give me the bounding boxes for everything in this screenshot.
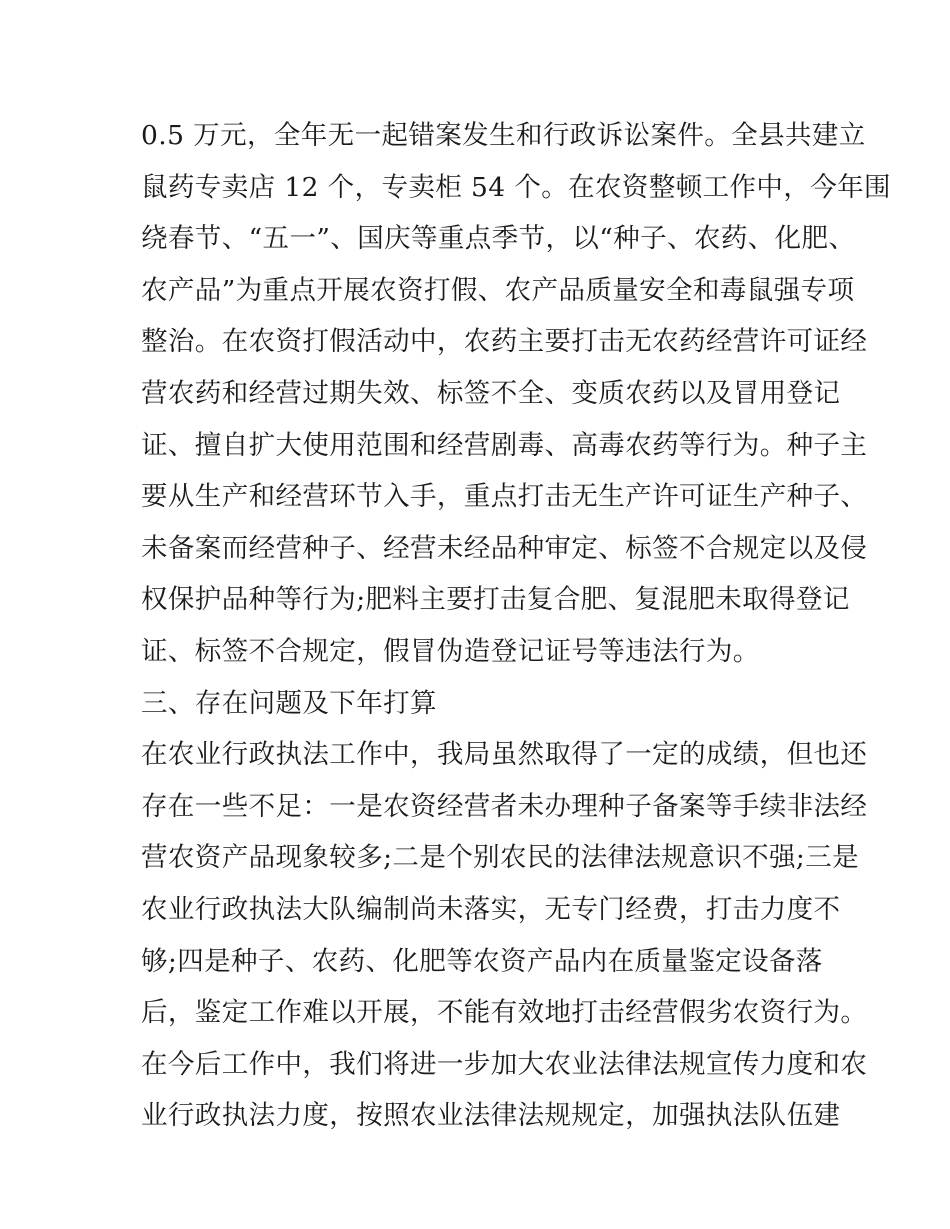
text-line: 0.5 万元，全年无一起错案发生和行政诉讼案件。全县共建立 (141, 120, 866, 151)
text-line: 营农药和经营过期失效、标签不全、变质农药以及冒用登记 (141, 377, 841, 409)
text-line: 后，鉴定工作难以开展，不能有效地打击经营假劣农资行为。 (141, 997, 868, 1029)
text-line: 整治。在农资打假活动中，农药主要打击无农药经营许可证经 (141, 326, 868, 358)
text-line: 证、标签不合规定，假冒伪造登记证号等违法行为。 (141, 635, 760, 667)
text-line: 未备案而经营种子、经营未经品种审定、标签不合规定以及侵 (141, 532, 868, 564)
text-line: 要从生产和经营环节入手，重点打击无生产许可证生产种子、 (141, 481, 868, 513)
text-line: 存在一些不足：一是农资经营者未办理种子备案等手续非法经 (141, 790, 868, 822)
text-line: 农业行政执法大队编制尚未落实，无专门经费，打击力度不 (141, 893, 841, 925)
text-line: 够;四是种子、农药、化肥等农资产品内在质量鉴定设备落 (141, 945, 823, 977)
text-line: 证、擅自扩大使用范围和经营剧毒、高毒农药等行为。种子主 (141, 429, 868, 461)
text-line: 农产品”为重点开展农资打假、农产品质量安全和毒鼠强专项 (141, 274, 855, 306)
text-line: 在今后工作中，我们将进一步加大农业法律法规宣传力度和农 (141, 1048, 868, 1080)
text-line: 鼠药专卖店 12 个，专卖柜 54 个。在农资整顿工作中，今年围 (141, 171, 891, 203)
section-heading: 三、存在问题及下年打算 (141, 687, 437, 719)
text-line: 业行政执法力度，按照农业法律法规规定，加强执法队伍建 (141, 1100, 841, 1132)
text-line: 营农资产品现象较多;二是个别农民的法律法规意识不强;三是 (141, 842, 860, 874)
text-line: 在农业行政执法工作中，我局虽然取得了一定的成绩，但也还 (141, 739, 868, 771)
document-body (141, 110, 891, 1142)
text-line: 权保护品种等行为;肥料主要打击复合肥、复混肥未取得登记 (141, 584, 850, 616)
text-line: 绕春节、“五一”、国庆等重点季节，以“种子、农药、化肥、 (141, 223, 856, 255)
